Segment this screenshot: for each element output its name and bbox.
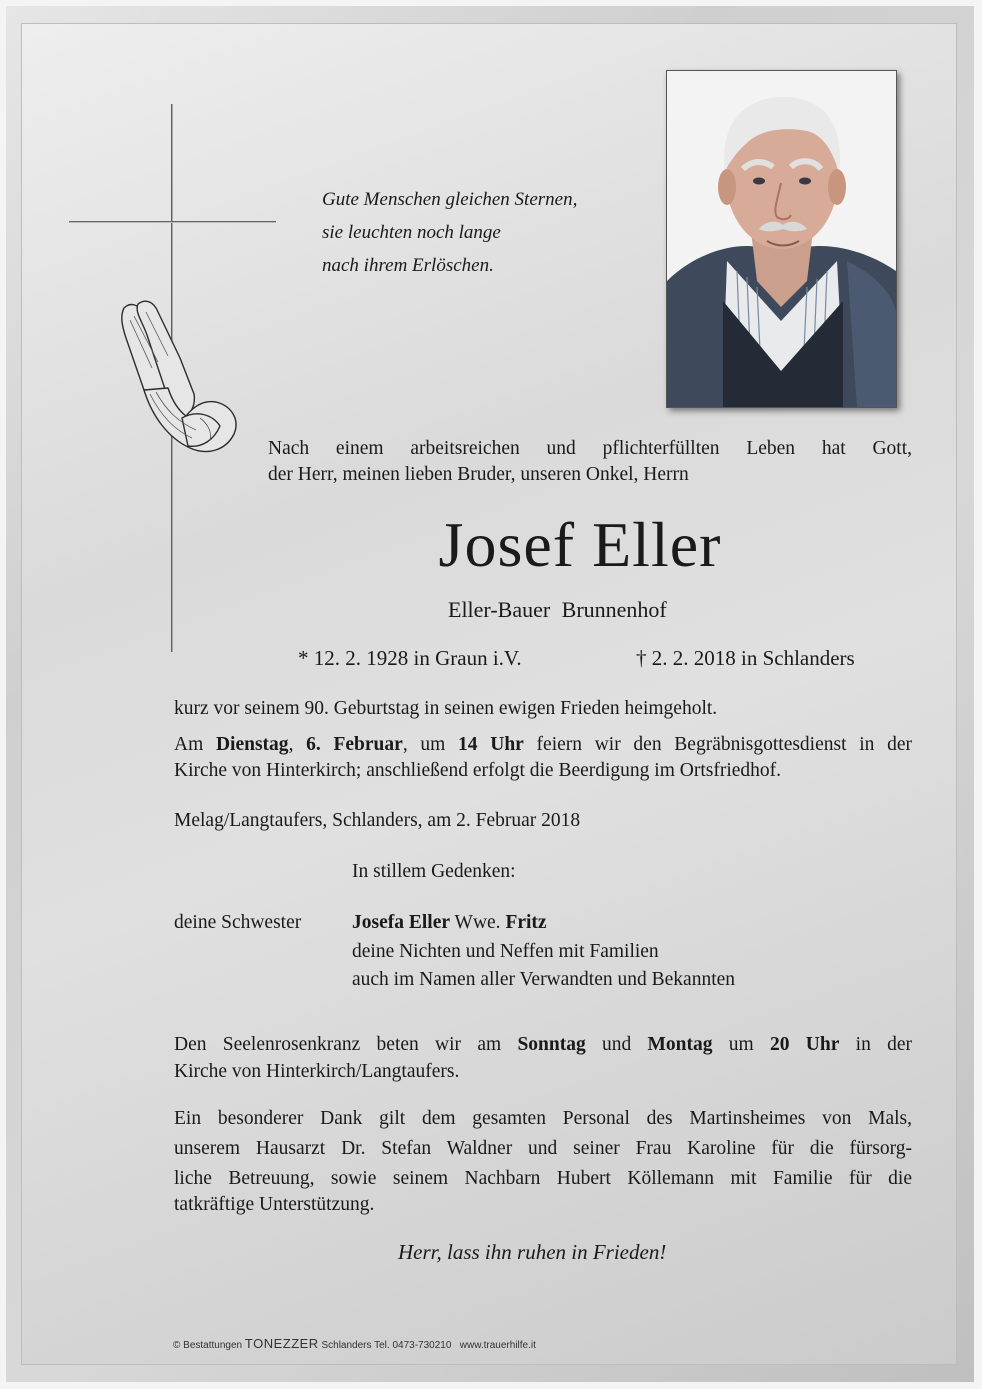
sister-husband: Fritz [505, 912, 547, 933]
intro-line: der Herr, meinen lieben Bruder, unseren Onkel, Herrn [268, 464, 689, 485]
funeral-time: 14 Uhr [458, 734, 524, 755]
quote-line: Gute Menschen gleichen Sternen, [322, 189, 578, 210]
mourners-heading: In stillem Gedenken: [352, 861, 516, 882]
thanks-line: liche Betreuung, sowie seinem Nachbarn Hubert Köllemann mit Familie für die [174, 1168, 912, 1189]
funeral-home-brand: TONEZZER [244, 1336, 319, 1351]
text-segment: um [712, 1034, 771, 1055]
funeral-date: 6. Februar [306, 734, 403, 755]
footer-prefix: © Bestattungen [173, 1340, 245, 1351]
rosary-day: Montag [647, 1034, 713, 1055]
text-segment: Den Seelenrosenkranz beten wir am [174, 1034, 518, 1055]
mourner-relation: deine Schwester [174, 912, 302, 933]
funeral-day: Dienstag [215, 734, 289, 755]
quote-line: nach ihrem Erlöschen. [322, 255, 494, 276]
memorial-quote [322, 183, 577, 282]
rosary-line [174, 1030, 912, 1060]
intro-line: Nach einem arbeitsreichen und pflichterfüllten Leben hat Gott, [268, 438, 912, 459]
mourner-line: auch im Namen aller Verwandten und Bekannten [352, 969, 736, 990]
text-segment: Am [174, 734, 216, 755]
birth-date: * 12. 2. 1928 in Graun i.V. [298, 646, 522, 670]
footer-url[interactable]: www.trauerhilfe.it [459, 1340, 536, 1351]
death-date: † 2. 2. 2018 in Schlanders [636, 646, 855, 670]
text-segment: Wwe. [450, 912, 506, 933]
thanks-line: tatkräftige Unterstützung. [174, 1194, 375, 1215]
thanks-line: Ein besonderer Dank gilt dem gesamten Personal des Martinsheimes von Mals, [174, 1108, 912, 1129]
text-segment: und [585, 1034, 648, 1055]
praying-hands-icon [108, 298, 240, 468]
text-segment: feiern wir den Begräbnisgottesdienst in der [523, 734, 912, 755]
portrait-photo [666, 70, 897, 408]
deceased-name: Josef Eller [438, 509, 722, 580]
mourner-line [352, 912, 547, 934]
cross-horizontal-beam [69, 221, 276, 223]
funeral-line: Kirche von Hinterkirch; anschließend erfolgt die Beerdigung im Ortsfriedhof. [174, 760, 782, 781]
mourner-line: deine Nichten und Neffen mit Familien [352, 941, 659, 962]
text-segment: in der [839, 1034, 912, 1055]
sister-name: Josefa Eller [352, 912, 451, 933]
deceased-subtitle: Eller-Bauer Brunnenhof [448, 597, 667, 622]
quote-line: sie leuchten noch lange [322, 222, 501, 243]
place-date: Melag/Langtaufers, Schlanders, am 2. Februar 2018 [174, 810, 581, 831]
footer-credit [173, 1336, 536, 1351]
rosary-day: Sonntag [517, 1034, 586, 1055]
funeral-line [174, 730, 912, 760]
text-segment: , [288, 734, 307, 755]
rosary-time: 20 Uhr [770, 1034, 840, 1055]
thanks-line: unserem Hausarzt Dr. Stefan Waldner und seiner Frau Karoline für die fürsorg- [174, 1138, 912, 1159]
footer-phone: Schlanders Tel. 0473-730210 [318, 1340, 452, 1351]
rosary-line: Kirche von Hinterkirch/Langtaufers. [174, 1061, 460, 1082]
text-segment: , um [402, 734, 459, 755]
closing-blessing: Herr, lass ihn ruhen in Frieden! [398, 1240, 667, 1264]
body-line: kurz vor seinem 90. Geburtstag in seinen ewigen Frieden heimgeholt. [174, 698, 718, 719]
